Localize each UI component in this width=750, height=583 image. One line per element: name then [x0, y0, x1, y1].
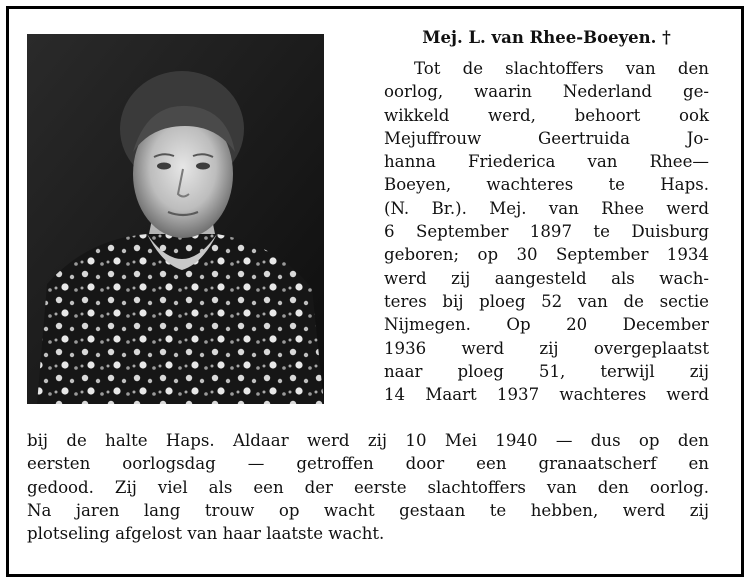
text-line: bij de halte Haps. Aldaar werd zij 10 Mei 1940 — dus op den [27, 431, 709, 450]
text-line: (N. Br.). Mej. van Rhee werd [384, 198, 709, 218]
text-line: hanna Friederica van Rhee— [384, 152, 709, 172]
portrait-image [27, 34, 324, 404]
text-line: geboren; op 30 September 1934 [384, 245, 709, 265]
article-body-full [27, 429, 709, 545]
text-line: gedood. Zij viel als een der eerste slachtoffers van den oorlog. [27, 477, 709, 497]
portrait-photo [27, 34, 324, 404]
text-line: 14 Maart 1937 wachteres werd [384, 385, 709, 405]
article-body-column [384, 57, 709, 406]
text-line: Mejuffrouw Geertruida Jo- [384, 128, 709, 148]
text-line: Nijmegen. Op 20 December [384, 315, 709, 335]
text-line: 6 September 1897 te Duisburg [384, 222, 709, 242]
text-line: teres bij ploeg 52 van de sectie [384, 291, 709, 311]
text-line: 1936 werd zij overgeplaatst [384, 338, 709, 358]
text-line: plotseling afgelost van haar laatste wacht. [27, 524, 385, 544]
text-line: Tot de slachtoffers van den [414, 59, 709, 78]
text-line: werd zij aangesteld als wach- [384, 268, 709, 288]
article-heading: Mej. L. van Rhee-Boeyen. † [422, 28, 671, 47]
text-line: Na jaren lang trouw op wacht gestaan te hebben, werd zij [27, 500, 709, 520]
text-line: wikkeld werd, behoort ook [384, 105, 709, 125]
text-line: oorlog, waarin Nederland ge- [384, 82, 709, 102]
text-line: naar ploeg 51, terwijl zij [384, 361, 709, 381]
text-line: eersten oorlogsdag — getroffen door een granaatscherf en [27, 454, 709, 474]
text-line: Boeyen, wachteres te Haps. [384, 175, 709, 195]
